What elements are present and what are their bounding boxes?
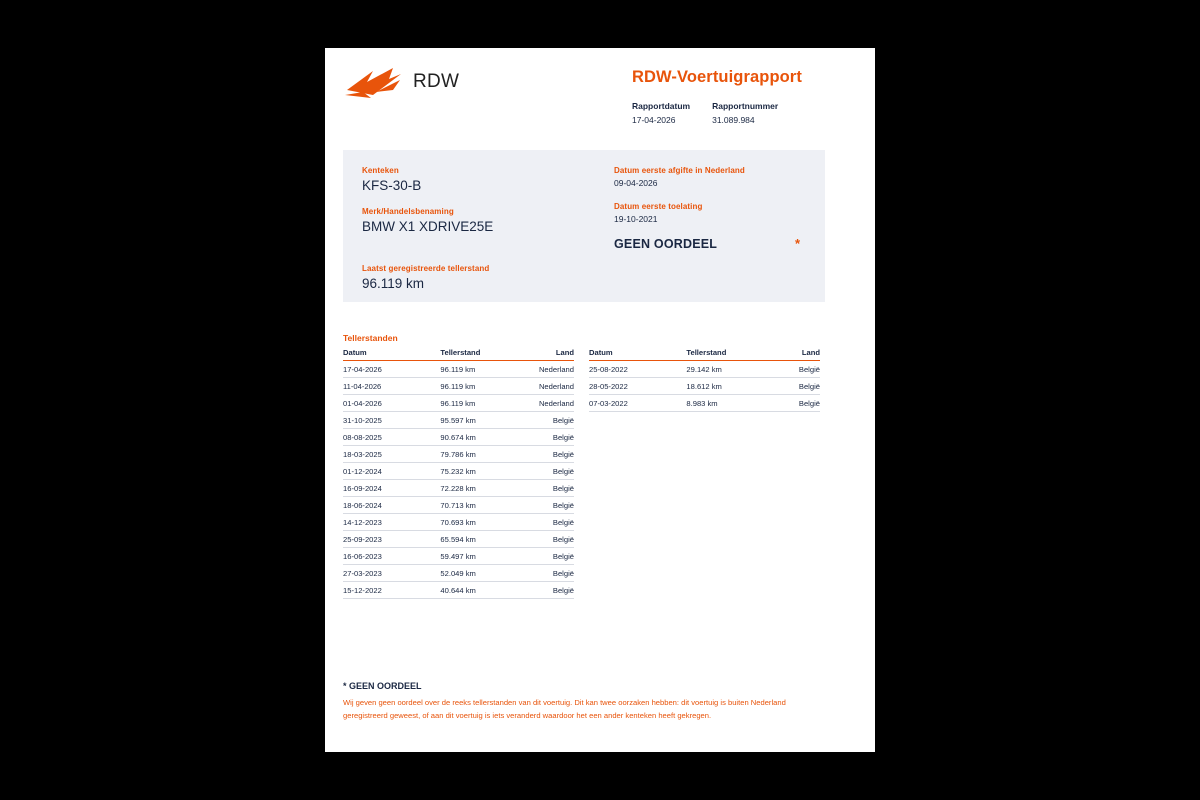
table-row — [343, 514, 574, 531]
meta-report-date — [632, 101, 690, 125]
cell-tellerstand: 8.983 km — [681, 395, 755, 412]
cell-datum: 25-09-2023 — [343, 531, 435, 548]
cell-datum: 16-06-2023 — [343, 548, 435, 565]
table-row — [343, 565, 574, 582]
report-meta — [632, 101, 800, 125]
cell-datum: 17-04-2026 — [343, 361, 435, 378]
cell-land: België — [755, 395, 820, 412]
cell-datum: 28-05-2022 — [589, 378, 681, 395]
cell-land: België — [509, 582, 574, 599]
cell-datum: 07-03-2022 — [589, 395, 681, 412]
cell-land: Nederland — [509, 395, 574, 412]
first-admission-label: Datum eerste toelating — [614, 202, 703, 211]
last-odometer-value: 96.119 km — [362, 276, 425, 291]
cell-tellerstand: 70.713 km — [435, 497, 509, 514]
cell-datum: 01-12-2024 — [343, 463, 435, 480]
first-issue-label: Datum eerste afgifte in Nederland — [614, 166, 745, 175]
cell-datum: 15-12-2022 — [343, 582, 435, 599]
cell-tellerstand: 70.693 km — [435, 514, 509, 531]
cell-tellerstand: 40.644 km — [435, 582, 509, 599]
page-title: RDW-Voertuigrapport — [632, 68, 802, 86]
cell-tellerstand: 96.119 km — [435, 361, 509, 378]
verdict-badge: GEEN OORDEEL — [614, 237, 718, 251]
cell-datum: 18-06-2024 — [343, 497, 435, 514]
odometer-table-title: Tellerstanden — [343, 333, 398, 343]
cell-land: België — [509, 463, 574, 480]
cell-tellerstand: 18.612 km — [681, 378, 755, 395]
cell-land: België — [509, 548, 574, 565]
table-row — [343, 412, 574, 429]
cell-tellerstand: 90.674 km — [435, 429, 509, 446]
cell-land: België — [509, 531, 574, 548]
table-row — [343, 480, 574, 497]
kenteken-label: Kenteken — [362, 166, 399, 175]
last-odometer-block — [362, 264, 489, 305]
meta-report-date-label: Rapportdatum — [632, 101, 691, 111]
table-row — [343, 395, 574, 412]
footnote — [343, 681, 793, 722]
brand-name: RDW — [413, 71, 460, 92]
meta-report-number — [712, 101, 778, 125]
rdw-arrow-logo-icon — [343, 62, 405, 102]
cell-land: België — [509, 497, 574, 514]
column-header-land: Land — [755, 348, 820, 361]
last-odometer-label: Laatst geregistreerde tellerstand — [362, 264, 490, 273]
cell-datum: 01-04-2026 — [343, 395, 435, 412]
cell-tellerstand: 52.049 km — [435, 565, 509, 582]
cell-datum: 31-10-2025 — [343, 412, 435, 429]
cell-tellerstand: 96.119 km — [435, 395, 509, 412]
summary-right-column — [614, 166, 814, 238]
cell-datum: 27-03-2023 — [343, 565, 435, 582]
cell-land: Nederland — [509, 378, 574, 395]
table-row — [343, 582, 574, 599]
table-header-row — [589, 348, 820, 361]
cell-datum: 08-08-2025 — [343, 429, 435, 446]
cell-datum: 25-08-2022 — [589, 361, 681, 378]
report-header — [325, 48, 875, 153]
table-row — [589, 395, 820, 412]
odometer-table-left — [343, 348, 574, 599]
cell-datum: 14-12-2023 — [343, 514, 435, 531]
cell-land: België — [509, 446, 574, 463]
cell-tellerstand: 72.228 km — [435, 480, 509, 497]
meta-report-date-value: 17-04-2026 — [632, 115, 676, 125]
column-header-datum: Datum — [343, 348, 435, 361]
first-issue-value: 09-04-2026 — [614, 178, 658, 188]
cell-tellerstand: 29.142 km — [681, 361, 755, 378]
table-row — [343, 361, 574, 378]
table-row — [343, 378, 574, 395]
table-row — [343, 446, 574, 463]
table-row — [343, 429, 574, 446]
summary-left-column — [362, 166, 612, 248]
cell-land: België — [509, 429, 574, 446]
meta-report-number-label: Rapportnummer — [712, 101, 779, 111]
odometer-table-right — [589, 348, 820, 412]
meta-report-number-value: 31.089.984 — [712, 115, 755, 125]
column-header-tellerstand: Tellerstand — [681, 348, 755, 361]
table-row — [589, 378, 820, 395]
cell-tellerstand: 96.119 km — [435, 378, 509, 395]
cell-datum: 16-09-2024 — [343, 480, 435, 497]
cell-tellerstand: 79.786 km — [435, 446, 509, 463]
column-header-tellerstand: Tellerstand — [435, 348, 509, 361]
kenteken-value: KFS-30-B — [362, 178, 422, 193]
cell-land: Nederland — [509, 361, 574, 378]
table-row — [343, 548, 574, 565]
cell-land: België — [509, 412, 574, 429]
footnote-title: * GEEN OORDEEL — [343, 681, 422, 691]
first-admission-value: 19-10-2021 — [614, 214, 658, 224]
cell-tellerstand: 95.597 km — [435, 412, 509, 429]
cell-land: België — [509, 565, 574, 582]
table-row — [343, 497, 574, 514]
cell-tellerstand: 65.594 km — [435, 531, 509, 548]
brand-logo — [343, 62, 459, 102]
verdict-footnote-marker: * — [795, 236, 801, 251]
column-header-land: Land — [509, 348, 574, 361]
table-header-row — [343, 348, 574, 361]
vehicle-summary-panel — [343, 150, 825, 302]
column-header-datum: Datum — [589, 348, 681, 361]
cell-tellerstand: 75.232 km — [435, 463, 509, 480]
merk-value: BMW X1 XDRIVE25E — [362, 219, 494, 234]
cell-datum: 18-03-2025 — [343, 446, 435, 463]
vehicle-report-page — [325, 48, 875, 752]
cell-datum: 11-04-2026 — [343, 378, 435, 395]
cell-land: België — [509, 514, 574, 531]
cell-tellerstand: 59.497 km — [435, 548, 509, 565]
table-row — [589, 361, 820, 378]
table-row — [343, 531, 574, 548]
cell-land: België — [755, 361, 820, 378]
cell-land: België — [755, 378, 820, 395]
footnote-text: Wij geven geen oordeel over de reeks tellerstanden van dit voertuig. Dit kan twee oorzaken hebben: dit voertuig is buiten Nederland geregistreerd geweest, of aan dit voertuig is iets veranderd waardoor het een ander kenteken heeft gekregen. — [343, 698, 786, 720]
cell-land: België — [509, 480, 574, 497]
merk-label: Merk/Handelsbenaming — [362, 207, 454, 216]
table-row — [343, 463, 574, 480]
